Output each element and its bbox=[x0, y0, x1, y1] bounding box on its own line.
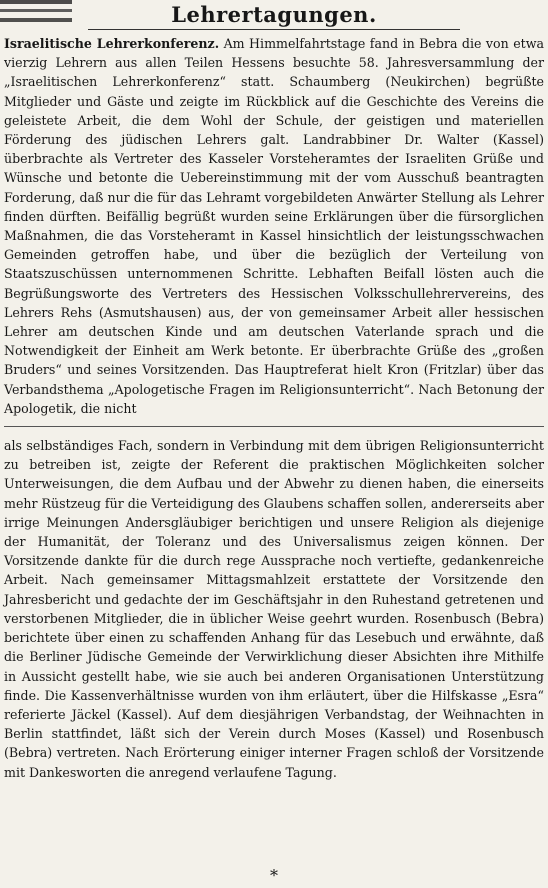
paragraph-lead: Israelitische Lehrerkonferenz. bbox=[4, 36, 220, 51]
paragraph-text: Am Himmelfahrtstage fand in Bebra die von etwa vierzig Lehrern aus allen Teilen Hessens besuchte 58. Jahresversammlung der „Israelitischen Lehrerkonferenz“ statt. Schaumberg (Neukirchen) begrüßte Mitglieder und Gäste und zeigte im Rückblick auf die Geschichte des Vereins die geleistete Arbeit, die dem Wohl der Schule, der geistigen und materiellen Förderung des jüdischen Lehrers galt. Landrabbiner Dr. Walter (Kassel) überbrachte als Vertreter des Kasseler Vorsteheramtes der Israeliten Grüße und Wünsche und betonte die Uebereinstimmung mit der vom Ausschuß beantragten Forderung, daß nur die für das Lehramt vorgebildeten Anwärter Stellung als Lehrer finden dürften. Beifällig begrüßt wurden seine Erklärungen über die fürsorglichen Maßnahmen, die das Vorsteheramt in Kassel hinsichtlich der leistungsschwachen Gemeinden getroffen habe, und über die bezüglich der Verteilung von Staatszuschüssen unternommenen Schritte. Lebhaften Beifall lösten auch die Begrüßungsworte des Vertreters des Hessischen Volksschullehrervereins, des Lehrers Rehs (Asmutshausen) aus, der von gemeinsamer Arbeit aller hessischen Lehrer am deutschen Kinde und am deutschen Vaterlande sprach und die Notwendigkeit der Einheit am Werk betonte. Er überbrachte Grüße des „großen Bruders“ und seines Vorsitzenden. Das Hauptreferat hielt Kron (Fritzlar) über das Verbandsthema „Apologetische Fragen im Religionsunterricht“. Nach Betonung der Apologetik, die nicht bbox=[4, 36, 544, 416]
end-mark: * bbox=[270, 866, 278, 885]
article-paragraph-1 bbox=[4, 34, 544, 418]
title-divider bbox=[88, 29, 460, 30]
article-title: Lehrertagungen. bbox=[171, 2, 377, 27]
article-paragraph-2 bbox=[4, 436, 544, 782]
paragraph-text: als selbständiges Fach, sondern in Verbindung mit dem übrigen Religionsunterricht zu betreiben ist, zeigte der Referent die praktischen Möglichkeiten solcher Unterweisungen, die dem Aufbau und der Abwehr zu dienen haben, die einerseits mehr Rüstzeug für die Verteidigung des Glaubens schaffen sollen, andererseits aber irrige Meinungen Andersgläubiger berichtigen und unsere Religion als diejenige der Humanität, der Toleranz und des Universalismus zeigen können. Der Vorsitzende dankte für die durch rege Aussprache noch vertiefte, gedankenreiche Arbeit. Nach gemeinsamer Mittagsmahlzeit erstattete der Vorsitzende den Jahresbericht und gedachte der im Geschäftsjahr in den Ruhestand getretenen und verstorbenen Mitglieder, die in üblicher Weise geehrt wurden. Rosenbusch (Bebra) berichtete über einen zu schaffenden Anhang für das Lesebuch und erwähnte, daß die Berliner Jüdische Gemeinde der Verwirklichung dieser Absichten ihre Mithilfe in Aussicht gestellt habe, wie sie auch bei anderen Organisationen Unterstützung finde. Die Kassenverhältnisse wurden von ihm erläutert, über die Hilfskasse „Esra“ referierte Jäckel (Kassel). Auf dem diesjährigen Verbandstag, der Weihnachten in Berlin stattfindet, läßt sich der Verein durch Moses (Kassel) und Rosenbusch (Bebra) vertreten. Nach Erörterung einiger interner Fragen schloß der Vorsitzende mit Dankesworten die anregend verlaufene Tagung. bbox=[4, 438, 544, 780]
article-body bbox=[4, 34, 544, 782]
column-break-rule bbox=[4, 426, 544, 427]
